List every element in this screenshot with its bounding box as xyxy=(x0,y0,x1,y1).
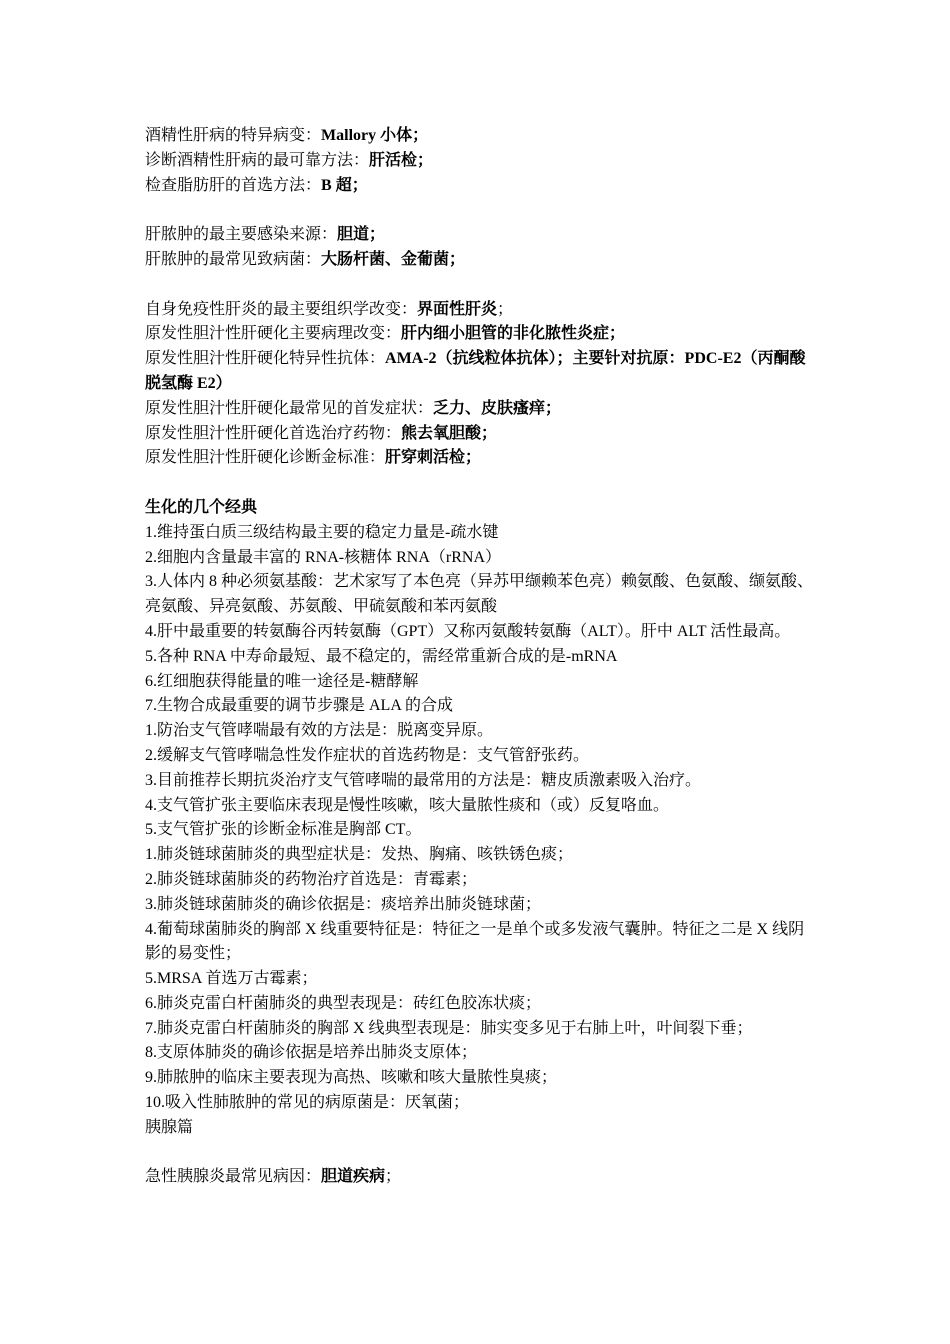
list-item: 5.支气管扩张的诊断金标准是胸部 CT。 xyxy=(145,821,422,839)
note-line: 原发性胆汁性肝硬化最常见的首发症状：乏力、皮肤瘙痒； xyxy=(145,399,562,417)
list-item: 8.支原体肺炎的确诊依据是培养出肺炎支原体； xyxy=(145,1044,478,1062)
list-item: 4.支气管扩张主要临床表现是慢性咳嗽，咳大量脓性痰和（或）反复咯血。 xyxy=(145,796,670,814)
section-heading: 胰腺篇 xyxy=(145,1118,194,1136)
list-item: 3.目前推荐长期抗炎治疗支气管哮喘的最常用的方法是：糖皮质激素吸入治疗。 xyxy=(145,771,702,789)
note-line: 诊断酒精性肝病的最可靠方法：肝活检； xyxy=(145,151,434,169)
list-item: 4.肝中最重要的转氨酶谷丙转氨酶（GPT）又称丙氨酸转氨酶（ALT）。肝中 ALT 活性最高。 xyxy=(145,622,791,640)
list-item: 10.吸入性肺脓肿的常见的病原菌是：厌氧菌； xyxy=(145,1094,470,1112)
list-item: 6.肺炎克雷白杆菌肺炎的典型表现是：砖红色胶冻状痰； xyxy=(145,994,542,1012)
note-line: 原发性胆汁性肝硬化首选治疗药物：熊去氧胆酸； xyxy=(145,424,498,442)
note-line: 酒精性肝病的特异病变：Mallory 小体； xyxy=(145,127,429,144)
list-item: 3.人体内 8 种必须氨基酸：艺术家写了本色亮（异苏甲缬赖苯色亮）赖氨酸、色氨酸、缬氨酸、亮氨酸、异亮氨酸、苏氨酸、甲硫氨酸和苯丙氨酸 xyxy=(145,573,814,616)
note-line: 原发性胆汁性肝硬化诊断金标准：肝穿刺活检； xyxy=(145,449,482,467)
list-item: 9.肺脓肿的临床主要表现为高热、咳嗽和咳大量脓性臭痰； xyxy=(145,1069,558,1087)
list-item: 3.肺炎链球菌肺炎的确诊依据是：痰培养出肺炎链球菌； xyxy=(145,895,542,913)
note-line: 急性胰腺炎最常见病因：胆道疾病； xyxy=(145,1168,402,1186)
note-line: 肝脓肿的最主要感染来源：胆道； xyxy=(145,226,386,244)
list-item: 2.肺炎链球菌肺炎的药物治疗首选是：青霉素； xyxy=(145,870,478,888)
blank-line xyxy=(145,273,815,298)
note-line: 原发性胆汁性肝硬化主要病理改变：肝内细小胆管的非化脓性炎症； xyxy=(145,325,626,343)
list-item: 1.肺炎链球菌肺炎的典型症状是：发热、胸痛、咳铁锈色痰； xyxy=(145,846,574,864)
note-line: 检查脂肪肝的首选方法：B 超； xyxy=(145,176,368,194)
list-item: 7.生物合成最重要的调节步骤是 ALA 的合成 xyxy=(145,697,454,715)
list-item: 1.维持蛋白质三级结构最主要的稳定力量是-疏水键 xyxy=(145,523,499,541)
note-line: 自身免疫性肝炎的最主要组织学改变：界面性肝炎； xyxy=(145,300,514,318)
list-item: 2.细胞内含量最丰富的 RNA-核糖体 RNA（rRNA） xyxy=(145,548,502,566)
blank-line xyxy=(145,198,815,223)
list-item: 5.各种 RNA 中寿命最短、最不稳定的，需经常重新合成的是-mRNA xyxy=(145,647,618,665)
list-item: 2.缓解支气管哮喘急性发作症状的首选药物是：支气管舒张药。 xyxy=(145,746,590,764)
list-item: 7.肺炎克雷白杆菌肺炎的胸部 X 线典型表现是：肺实变多见于右肺上叶，叶间裂下垂； xyxy=(145,1019,753,1037)
document-body xyxy=(145,124,815,1190)
note-line: 肝脓肿的最常见致病菌：大肠杆菌、金葡菌； xyxy=(145,250,466,268)
list-item: 4.葡萄球菌肺炎的胸部 X 线重要特征是：特征之一是单个或多发液气囊肿。特征之二是 X 线阴影的易变性； xyxy=(145,920,805,963)
list-item: 1.防治支气管哮喘最有效的方法是：脱离变异原。 xyxy=(145,722,494,740)
blank-line xyxy=(145,471,815,496)
blank-line xyxy=(145,1141,815,1166)
note-line: 原发性胆汁性肝硬化特异性抗体：AMA-2（抗线粒体抗体）；主要针对抗原：PDC-E2（丙酮酸脱氢酶 E2） xyxy=(145,350,806,392)
section-heading: 生化的几个经典 xyxy=(145,498,258,516)
list-item: 5.MRSA 首选万古霉素； xyxy=(145,970,318,988)
list-item: 6.红细胞获得能量的唯一途径是-糖酵解 xyxy=(145,672,419,690)
